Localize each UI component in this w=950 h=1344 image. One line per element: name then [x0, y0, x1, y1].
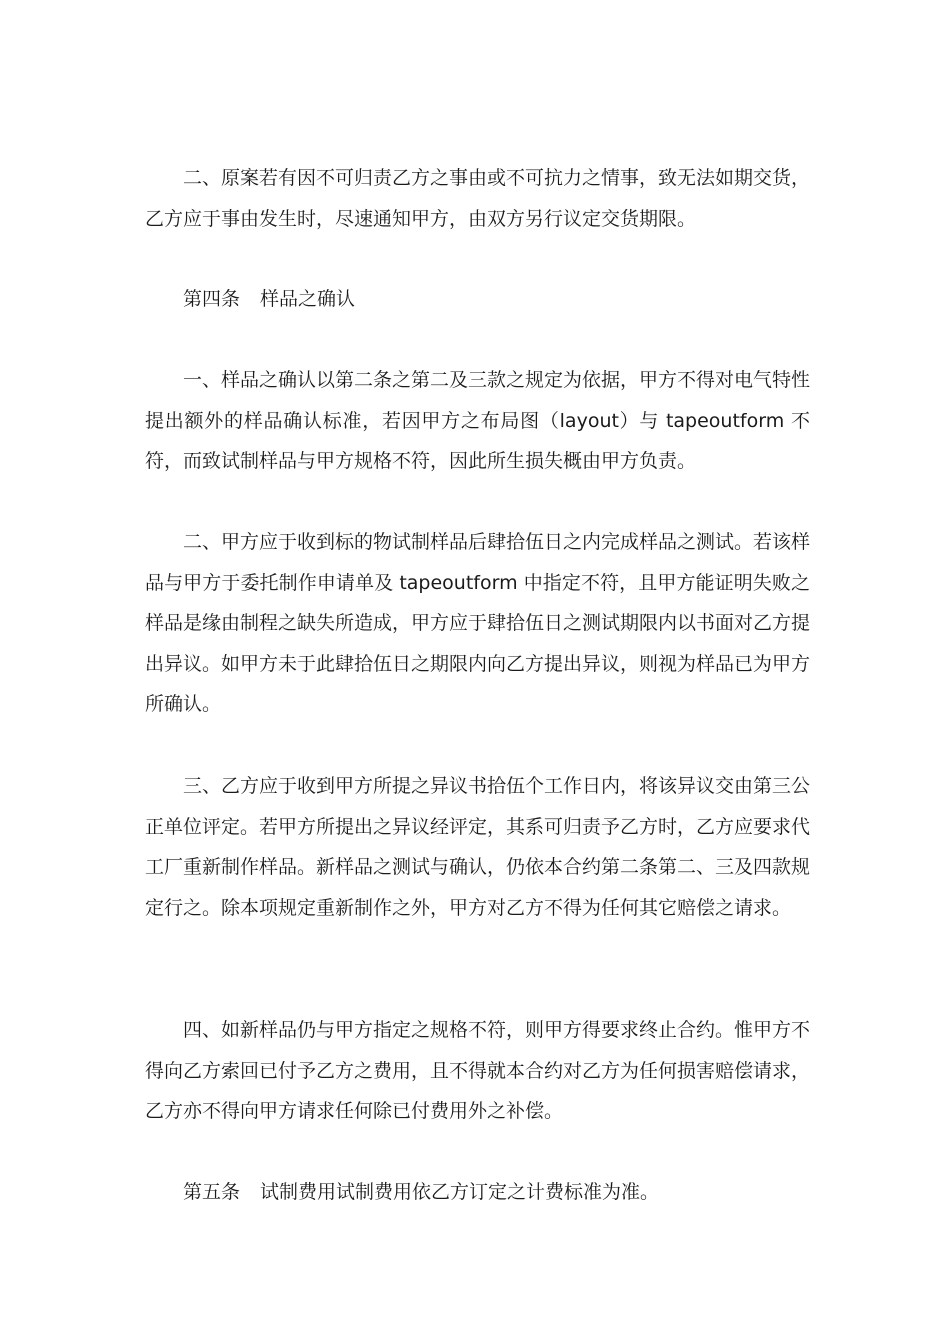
paragraph-sample-confirm-3: 三、乙方应于收到甲方所提之异议书拾伍个工作日内，将该异议交由第三公正单位评定。若甲方所提出之异议经评定，其系可归责予乙方时，乙方应要求代工厂重新制作样品。新样品之测试与确认，仍依本合约第二条第二、三及四款规定行之。除本项规定重新制作之外，甲方对乙方不得为任何其它赔偿之请求。 [145, 775, 811, 919]
paragraph-sample-confirm-4: 四、如新样品仍与甲方指定之规格不符，则甲方得要求终止合约。惟甲方不得向乙方索回已付予乙方之费用，且不得就本合约对乙方为任何损害赔偿请求，乙方亦不得向甲方请求任何除已付费用外之补偿。 [145, 1019, 811, 1122]
article-4-title: 样品之确认 [260, 288, 356, 310]
article-5-number: 第五条 [183, 1181, 241, 1203]
article-5-heading [183, 1172, 659, 1212]
paragraph-sample-confirm-2: 二、甲方应于收到标的物试制样品后肆拾伍日之内完成样品之测试。若该样品与甲方于委托制作申请单及 tapeoutform 中指定不符，且甲方能证明失败之样品是缘由制程之缺失所造成，甲方应于肆拾伍日之测试期限内以书面对乙方提出异议。如甲方未于此肆拾伍日之期限内向乙方提出异议，则视为样品已为甲方所确认。 [145, 531, 811, 715]
paragraph-delivery-delay: 二、原案若有因不可归责乙方之事由或不可抗力之情事，致无法如期交货，乙方应于事由发生时，尽速通知甲方，由双方另行议定交货期限。 [145, 167, 811, 230]
article-4-heading [183, 279, 355, 319]
article-5-title: 试制费用试制费用依乙方订定之计费标准为准。 [260, 1181, 660, 1203]
paragraph-sample-confirm-1: 一、样品之确认以第二条之第二及三款之规定为依据，甲方不得对电气特性提出额外的样品确认标准，若因甲方之布局图（layout）与 tapeoutform 不符，而致试制样品与甲方规格不符，因此所生损失概由甲方负责。 [145, 369, 811, 472]
article-4-number: 第四条 [183, 288, 241, 310]
